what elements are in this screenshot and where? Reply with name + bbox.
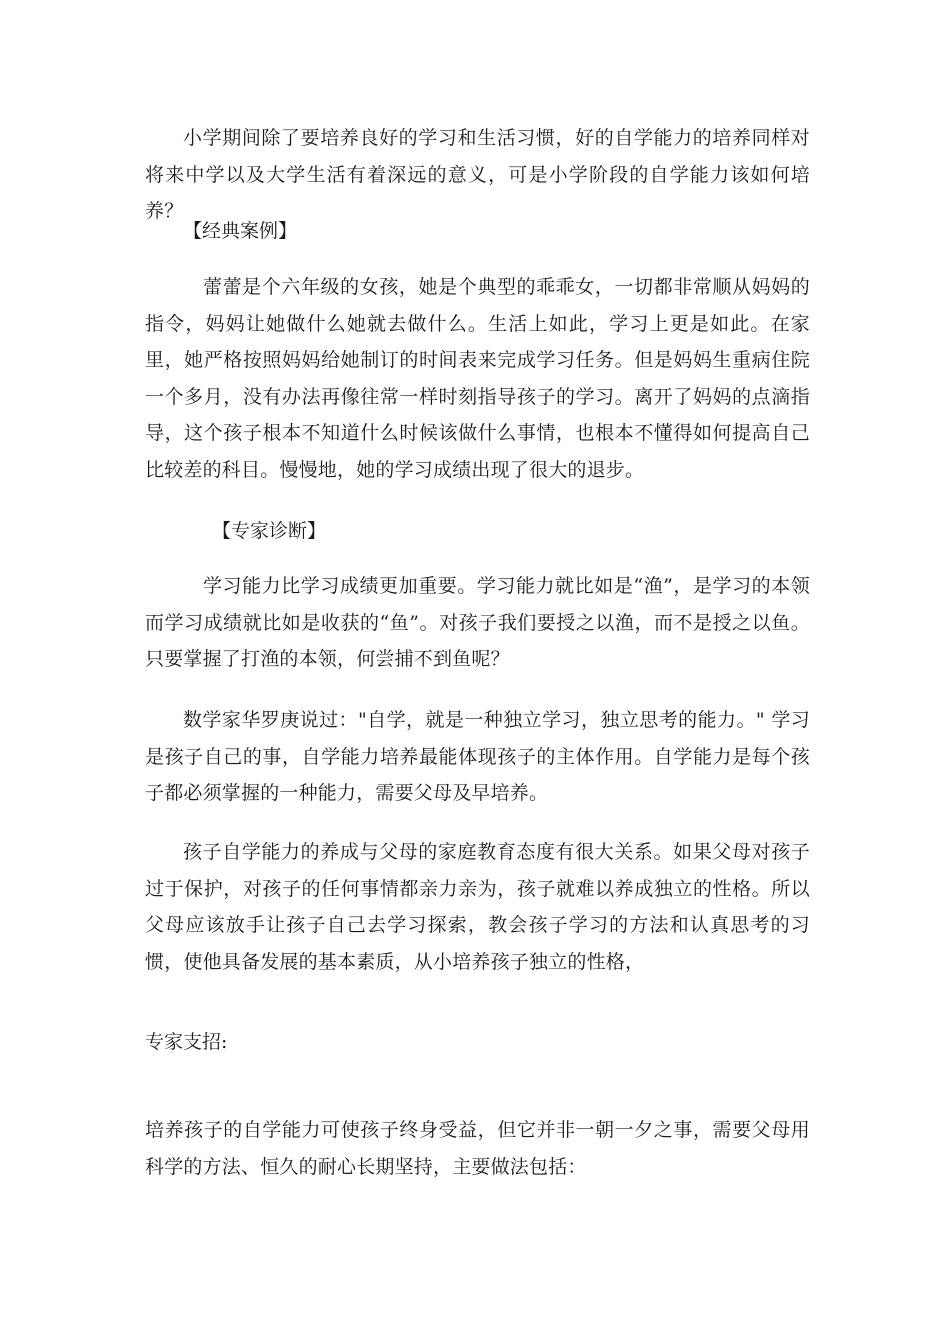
tips-heading: 专家支招: [145, 1031, 228, 1053]
intro-paragraph: 小学期间除了要培养良好的学习和生活习惯，好的自学能力的培养同样对将来中学以及大学生活有着深远的意义，可是小学阶段的自学能力该如何培养？ [145, 127, 810, 222]
diagnosis-paragraph-1: 学习能力比学习成绩更加重要。学习能力就比如是“渔”，是学习的本领而学习成绩就比如是收获的“鱼”。对孩子我们要授之以渔，而不是授之以鱼。只要掌握了打渔的本领，何尝捕不到鱼呢？ [145, 575, 810, 670]
case-heading: 【经典案例】 [183, 220, 298, 242]
diagnosis-paragraph-3: 孩子自学能力的养成与父母的家庭教育态度有很大关系。如果父母对孩子过于保护，对孩子的任何事情都亲力亲为，孩子就难以养成独立的性格。所以父母应该放手让孩子自己去学习探索，教会孩子学习的方法和认真思考的习惯，使他具备发展的基本素质，从小培养孩子独立的性格， [145, 841, 810, 973]
tips-paragraph: 培养孩子的自学能力可使孩子终身受益，但它并非一朝一夕之事，需要父母用科学的方法、恒久的耐心长期坚持，主要做法包括： [145, 1119, 810, 1178]
case-paragraph: 蕾蕾是个六年级的女孩，她是个典型的乖乖女，一切都非常顺从妈妈的指令，妈妈让她做什么她就去做什么。生活上如此，学习上更是如此。在家里，她严格按照妈妈给她制订的时间表来完成学习任务。但是妈妈生重病住院一个多月，没有办法再像往常一样时刻指导孩子的学习。离开了妈妈的点滴指导，这个孩子根本不知道什么时候该做什么事情，也根本不懂得如何提高自己比较差的科目。慢慢地，她的学习成绩出现了很大的退步。 [145, 276, 810, 481]
diagnosis-heading: 【专家诊断】 [212, 520, 327, 542]
diagnosis-paragraph-2: 数学家华罗庚说过："自学，就是一种独立学习，独立思考的能力。" 学习是孩子自己的事，自学能力培养最能体现孩子的主体作用。自学能力是每个孩子都必须掌握的一种能力，需要父母及早培养。 [145, 709, 810, 804]
